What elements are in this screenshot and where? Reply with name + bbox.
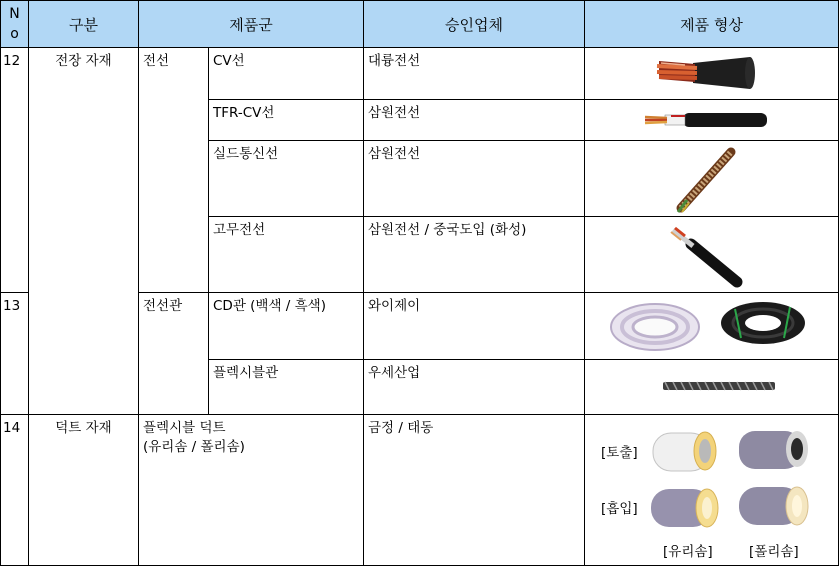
product-image-cell xyxy=(585,141,839,217)
cv-cable-icon xyxy=(585,49,838,99)
vendor-name: 금정 / 태동 xyxy=(364,415,585,566)
row-number: 14 xyxy=(1,415,29,566)
vendor-name: 우세산업 xyxy=(364,360,585,415)
rubber-cable-icon xyxy=(585,218,838,292)
product-image-cell xyxy=(585,415,839,566)
product-image-cell xyxy=(585,100,839,141)
vendor-name: 와이제이 xyxy=(364,293,585,360)
category-cell: 덕트 자재 xyxy=(29,415,139,566)
header-product-group: 제품군 xyxy=(139,1,364,48)
product-name: 플렉시블관 xyxy=(209,360,364,415)
shielded-cable-icon xyxy=(585,142,838,216)
vendor-name: 대륭전선 xyxy=(364,48,585,100)
category-cell: 전장 자재 xyxy=(29,48,139,415)
table-row xyxy=(1,48,839,100)
row-number: 12 xyxy=(1,48,29,293)
intake-label: [흡입] xyxy=(601,501,638,517)
table-row xyxy=(1,415,839,566)
discharge-label: [토출] xyxy=(601,445,638,461)
vendor-name: 삼원전선 xyxy=(364,141,585,217)
header-no: N o xyxy=(1,1,29,48)
cd-conduit-icon xyxy=(585,294,838,358)
duct-samples-icon xyxy=(585,415,839,539)
vendor-name: 삼원전선 / 중국도입 (화성) xyxy=(364,217,585,293)
duct-image-grid xyxy=(585,415,839,564)
row-number: 13 xyxy=(1,293,29,415)
product-image-cell xyxy=(585,293,839,360)
product-image-cell xyxy=(585,217,839,293)
header-approved-vendor: 승인업체 xyxy=(364,1,585,48)
group-cell: 플렉시블 덕트 (유리솜 / 폴리솜) xyxy=(139,415,364,566)
product-image-cell xyxy=(585,48,839,100)
glass-wool-label: [유리솜] xyxy=(663,544,713,560)
poly-wool-label: [폴리솜] xyxy=(749,544,799,560)
product-name: TFR-CV선 xyxy=(209,100,364,141)
group-cell: 전선 xyxy=(139,48,209,293)
product-image-cell xyxy=(585,360,839,415)
flexible-conduit-icon xyxy=(585,362,838,412)
product-name: 실드통신선 xyxy=(209,141,364,217)
vendor-name: 삼원전선 xyxy=(364,100,585,141)
tfr-cv-cable-icon xyxy=(585,101,838,139)
product-name: 고무전선 xyxy=(209,217,364,293)
group-cell: 전선관 xyxy=(139,293,209,415)
product-name: CV선 xyxy=(209,48,364,100)
header-product-shape: 제품 형상 xyxy=(585,1,839,48)
header-category: 구분 xyxy=(29,1,139,48)
header-row xyxy=(1,1,839,48)
product-name: CD관 (백색 / 흑색) xyxy=(209,293,364,360)
